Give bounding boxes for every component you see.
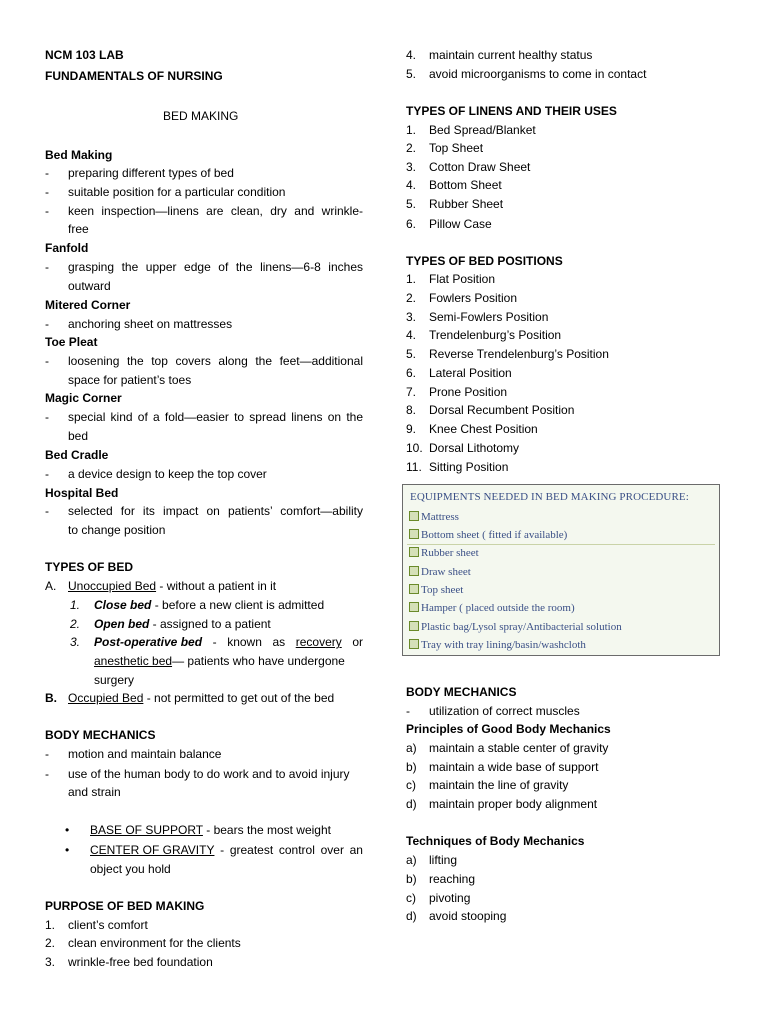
checklist-item: Hamper ( placed outside the room) <box>409 602 575 614</box>
list-item-cont: free <box>68 222 89 236</box>
checklist-item: Mattress <box>409 511 459 523</box>
checklist-item: Plastic bag/Lysol spray/Antibacterial solution <box>409 621 622 633</box>
bed-subtype-cont: surgery <box>94 673 135 687</box>
term-bed-cradle: Bed Cradle <box>45 448 109 462</box>
checkbox-icon <box>409 621 419 631</box>
bullet-item-cont: object you hold <box>90 862 171 876</box>
term-mitered-corner: Mitered Corner <box>45 298 131 312</box>
checkbox-icon <box>409 584 419 594</box>
divider <box>407 544 715 545</box>
body-mechanics-heading-2: BODY MECHANICS <box>406 685 517 699</box>
checklist-item: Top sheet <box>409 584 463 596</box>
term-hospital-bed: Hospital Bed <box>45 486 119 500</box>
linens-heading: TYPES OF LINENS AND THEIR USES <box>406 104 617 118</box>
purpose-heading: PURPOSE OF BED MAKING <box>45 899 205 913</box>
document-title: BED MAKING <box>163 109 239 123</box>
principles-heading: Principles of Good Body Mechanics <box>406 722 611 736</box>
definition-cont: outward <box>68 279 111 293</box>
definition-cont: to change position <box>68 523 166 537</box>
body-mechanics-heading: BODY MECHANICS <box>45 728 156 742</box>
techniques-heading: Techniques of Body Mechanics <box>406 834 585 848</box>
term-bed-making: Bed Making <box>45 148 113 162</box>
equipment-checklist-panel <box>402 484 720 656</box>
checkbox-icon <box>409 566 419 576</box>
equipment-title: EQUIPMENTS NEEDED IN BED MAKING PROCEDURE: <box>410 491 689 503</box>
list-item-cont: and strain <box>68 785 121 799</box>
checkbox-icon <box>409 639 419 649</box>
definition-cont: bed <box>68 429 89 443</box>
checkbox-icon <box>409 547 419 557</box>
checklist-item: Bottom sheet ( fitted if available) <box>409 529 567 541</box>
term-toe-pleat: Toe Pleat <box>45 335 98 349</box>
checkbox-icon <box>409 529 419 539</box>
types-of-bed-heading: TYPES OF BED <box>45 560 134 574</box>
checklist-item: Draw sheet <box>409 566 471 578</box>
positions-heading: TYPES OF BED POSITIONS <box>406 254 563 268</box>
course-title: FUNDAMENTALS OF NURSING <box>45 69 223 83</box>
checklist-item: Tray with tray lining/basin/washcloth <box>409 639 586 651</box>
term-fanfold: Fanfold <box>45 241 89 255</box>
term-magic-corner: Magic Corner <box>45 391 122 405</box>
checkbox-icon <box>409 602 419 612</box>
checklist-item: Rubber sheet <box>409 547 479 559</box>
checkbox-icon <box>409 511 419 521</box>
course-code: NCM 103 LAB <box>45 48 124 62</box>
definition-cont: space for patient’s toes <box>68 373 192 387</box>
bed-subtype-cont: anesthetic bed— patients who have undergone <box>94 654 345 668</box>
